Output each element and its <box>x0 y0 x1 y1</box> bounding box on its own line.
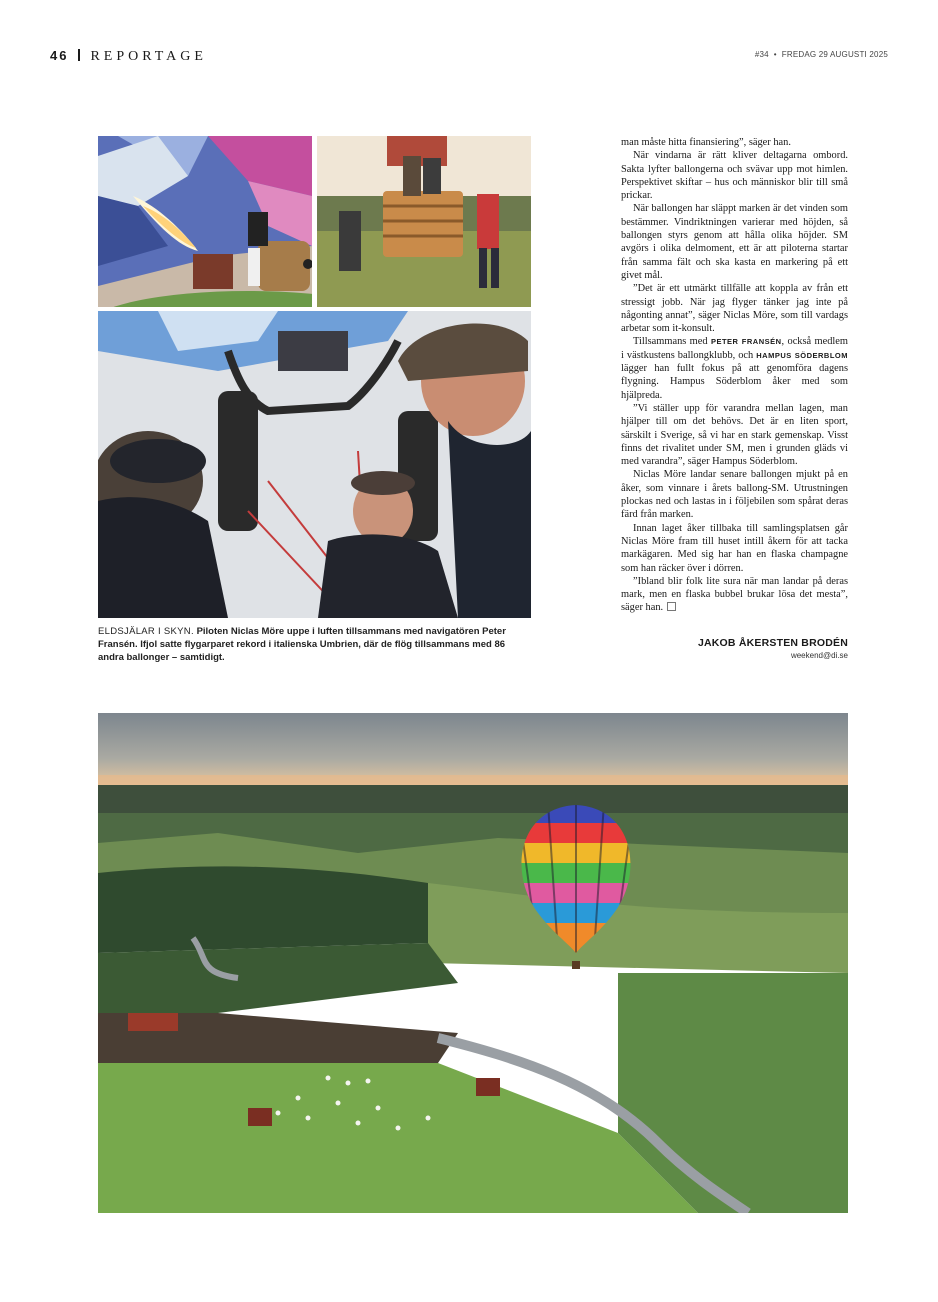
author-email: weekend@di.se <box>790 651 848 660</box>
paragraph-text: lägger han fullt fokus på att genomföra dagens flygning. Hampus Söderblom åker med som hjälpreda. <box>621 363 848 401</box>
person-name: PETER FRANSÉN <box>710 337 782 347</box>
person-name: HAMPUS SÖDERBLOM <box>756 350 848 360</box>
article-paragraph: När ballongen har släppt marken är det vinden som bestämmer. Vindriktningen varierar med höjden, så ballongen styrs genom att hålla olika höjder. SM avgörs i olika delmoment, ett är att piloterna startar från samma fält och ska kasta en markering på ett givet mål. <box>621 203 848 281</box>
rainbow-balloon-landscape-photo <box>98 713 848 1213</box>
article-paragraph: Niclas Möre landar senare ballongen mjukt på en åker, som vinnare i årets ballong-SM. Utrustningen plockas ned och lastas in i följebilen som spårat deras färd från marken. <box>621 469 848 521</box>
issue-number: #34 <box>754 50 769 59</box>
article-paragraph: ”Det är ett utmärkt tillfälle att koppla av från ett stressigt jobb. När jag flyger tänker jag inte på någonting annat”, säger Niclas Möre, som till vardags arbetar som it-konsult. <box>621 283 848 335</box>
article-paragraph <box>621 335 848 401</box>
author-name: JAKOB ÅKERSTEN BRODÉN <box>697 637 848 649</box>
article-column <box>621 136 848 615</box>
byline <box>698 637 848 660</box>
paragraph-text: ”Ibland blir folk lite sura när man landar på deras mark, men en flaska bubbel brukar lösa det mesta”, säger han. <box>621 575 848 614</box>
burner-flame-photo <box>98 136 312 307</box>
caption-text: Piloten Niclas Möre uppe i luften tillsammans med navigatören Peter Fransén. Ifjol satte flygarparet rekord i italienska Umbrien, där de flög tillsammans med 86 andra ballonger – samtidigt. <box>98 626 506 663</box>
page-number: 46 <box>50 48 69 63</box>
issue-date: FREDAG 29 AUGUSTI 2025 <box>781 50 888 59</box>
paragraph-text: Tillsammans med <box>633 336 708 348</box>
basket-lift-photo <box>317 136 531 307</box>
paragraph-text: , också medlem i västkustens ballongklubb, och <box>621 336 848 361</box>
page-header-left <box>50 48 207 65</box>
header-bullet: • <box>773 50 777 59</box>
photo-caption <box>98 625 528 664</box>
section-title: REPORTAGE <box>90 49 207 64</box>
crew-in-basket-photo <box>98 311 531 618</box>
page-header-right <box>755 50 888 59</box>
header-divider <box>78 49 80 61</box>
article-paragraph <box>621 575 848 615</box>
article-paragraph: När vindarna är rätt kliver deltagarna ombord. Sakta lyfter ballongerna och svävar upp mot himlen. Perspektivet skiftar – hus och människor blir till små prickar. <box>621 150 848 202</box>
end-mark-icon <box>667 602 676 611</box>
article-paragraph: man måste hitta finansiering”, säger han. <box>621 137 791 148</box>
article-paragraph: ”Vi ställer upp för varandra mellan lagen, man hjälper till om det behövs. Det är en liten sport, särskilt i Sverige, så vi har en stark gemenskap. Visst finns det rivalitet under SM, men i grunden gläds vi med varandra”, säger Hampus Söderblom. <box>621 402 848 468</box>
caption-label: ELDSJÄLAR I SKYN. <box>98 626 194 637</box>
article-paragraph: Innan laget åker tillbaka till samlingsplatsen går Niclas Möre fram till huset intill åkern för att tacka markägaren. Med sig har han en flaska champagne som han räcker över i dörren. <box>621 522 848 574</box>
